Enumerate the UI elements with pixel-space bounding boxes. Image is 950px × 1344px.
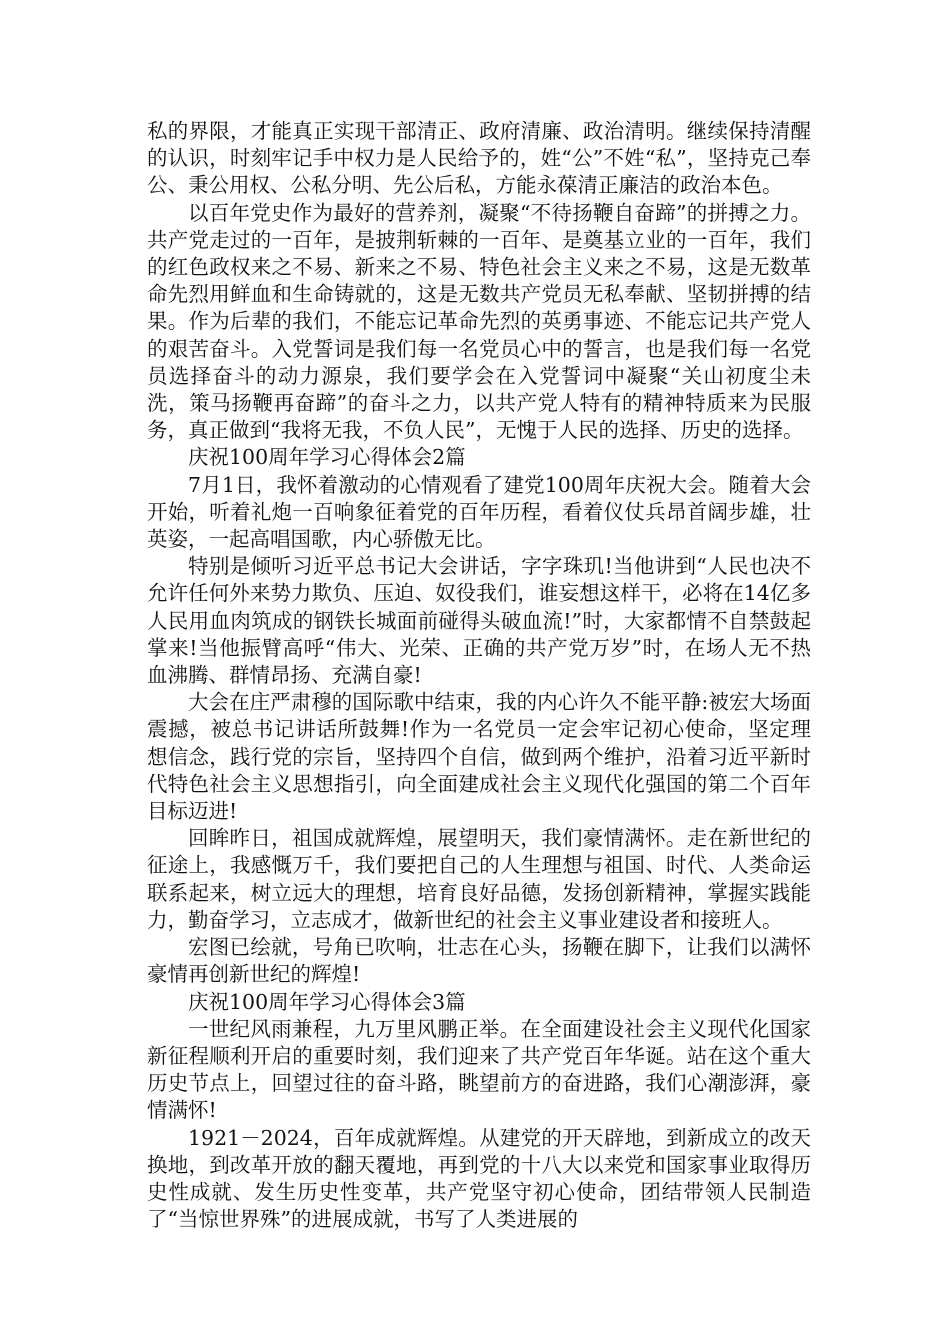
paragraph: 一世纪风雨兼程，九万里风鹏正举。在全面建设社会主义现代化国家新征程顺利开启的重要时刻，我们迎来了共产党百年华诞。站在这个重大历史节点上，回望过往的奋斗路，眺望前方的奋进路，我们心潮澎湃，豪情满怀! [147, 1016, 811, 1123]
paragraph: 宏图已绘就，号角已吹响，壮志在心头，扬鞭在脚下，让我们以满怀豪情再创新世纪的辉煌! [147, 935, 811, 987]
paragraph-continuation: 私的界限，才能真正实现干部清正、政府清廉、政治清明。继续保持清醒的认识，时刻牢记手中权力是人民给予的，姓“公”不姓“私”，坚持克己奉公、秉公用权、公私分明、先公后私，方能永葆清正廉洁的政治本色。 [147, 119, 811, 198]
document-body [147, 118, 811, 1233]
section-heading: 庆祝100周年学习心得体会3篇 [188, 989, 466, 1014]
paragraph: 特别是倾听习近平总书记大会讲话，字字珠玑!当他讲到“人民也决不允许任何外来势力欺负、压迫、奴役我们，谁妄想这样干，必将在14亿多人民用血肉筑成的钢铁长城面前碰得头破血流!”时，大家都情不自禁鼓起掌来!当他振臂高呼“伟大、光荣、正确的共产党万岁”时，在场人无不热血沸腾、群情昂扬、充满自豪! [147, 554, 811, 688]
paragraph: 7月1日，我怀着激动的心情观看了建党100周年庆祝大会。随着大会开始，听着礼炮一百响象征着党的百年历程，看着仪仗兵昂首阔步雄，壮英姿，一起高唱国歌，内心骄傲无比。 [147, 472, 811, 552]
paragraph: 1921－2024，百年成就辉煌。从建党的开天辟地，到新成立的改天换地，到改革开放的翻天覆地，再到党的十八大以来党和国家事业取得历史性成就、发生历史性变革，共产党坚守初心使命，团结带领人民制造了“当惊世界殊”的进展成就，书写了人类进展的 [147, 1125, 811, 1232]
section-heading: 庆祝100周年学习心得体会2篇 [188, 445, 466, 470]
paragraph: 大会在庄严肃穆的国际歌中结束，我的内心许久不能平静:被宏大场面震撼，被总书记讲话所鼓舞!作为一名党员一定会牢记初心使命，坚定理想信念，践行党的宗旨，坚持四个自信，做到两个维护，沿着习近平新时代特色社会主义思想指引，向全面建成社会主义现代化强国的第二个百年目标迈进! [147, 690, 811, 824]
paragraph: 以百年党史作为最好的营养剂，凝聚“不待扬鞭自奋蹄”的拼搏之力。共产党走过的一百年，是披荆斩棘的一百年、是奠基立业的一百年，我们的红色政权来之不易、新来之不易、特色社会主义来之不易，这是无数革命先烈用鲜血和生命铸就的，这是无数共产党员无私奉献、坚韧拼搏的结果。作为后辈的我们，不能忘记革命先烈的英勇事迹、不能忘记共产党人的艰苦奋斗。入党誓词是我们每一名党员心中的誓言，也是我们每一名党员选择奋斗的动力源泉，我们要学会在入党誓词中凝聚“关山初度尘未洗，策马扬鞭再奋蹄”的奋斗之力，以共产党人特有的精神特质来为民服务，真正做到“我将无我，不负人民”，无愧于人民的选择、历史的选择。 [147, 200, 811, 443]
paragraph: 回眸昨日，祖国成就辉煌，展望明天，我们豪情满怀。走在新世纪的征途上，我感慨万千，我们要把自己的人生理想与祖国、时代、人类命运联系起来，树立远大的理想，培育良好品德，发扬创新精神，掌握实践能力，勤奋学习，立志成才，做新世纪的社会主义事业建设者和接班人。 [147, 826, 811, 932]
